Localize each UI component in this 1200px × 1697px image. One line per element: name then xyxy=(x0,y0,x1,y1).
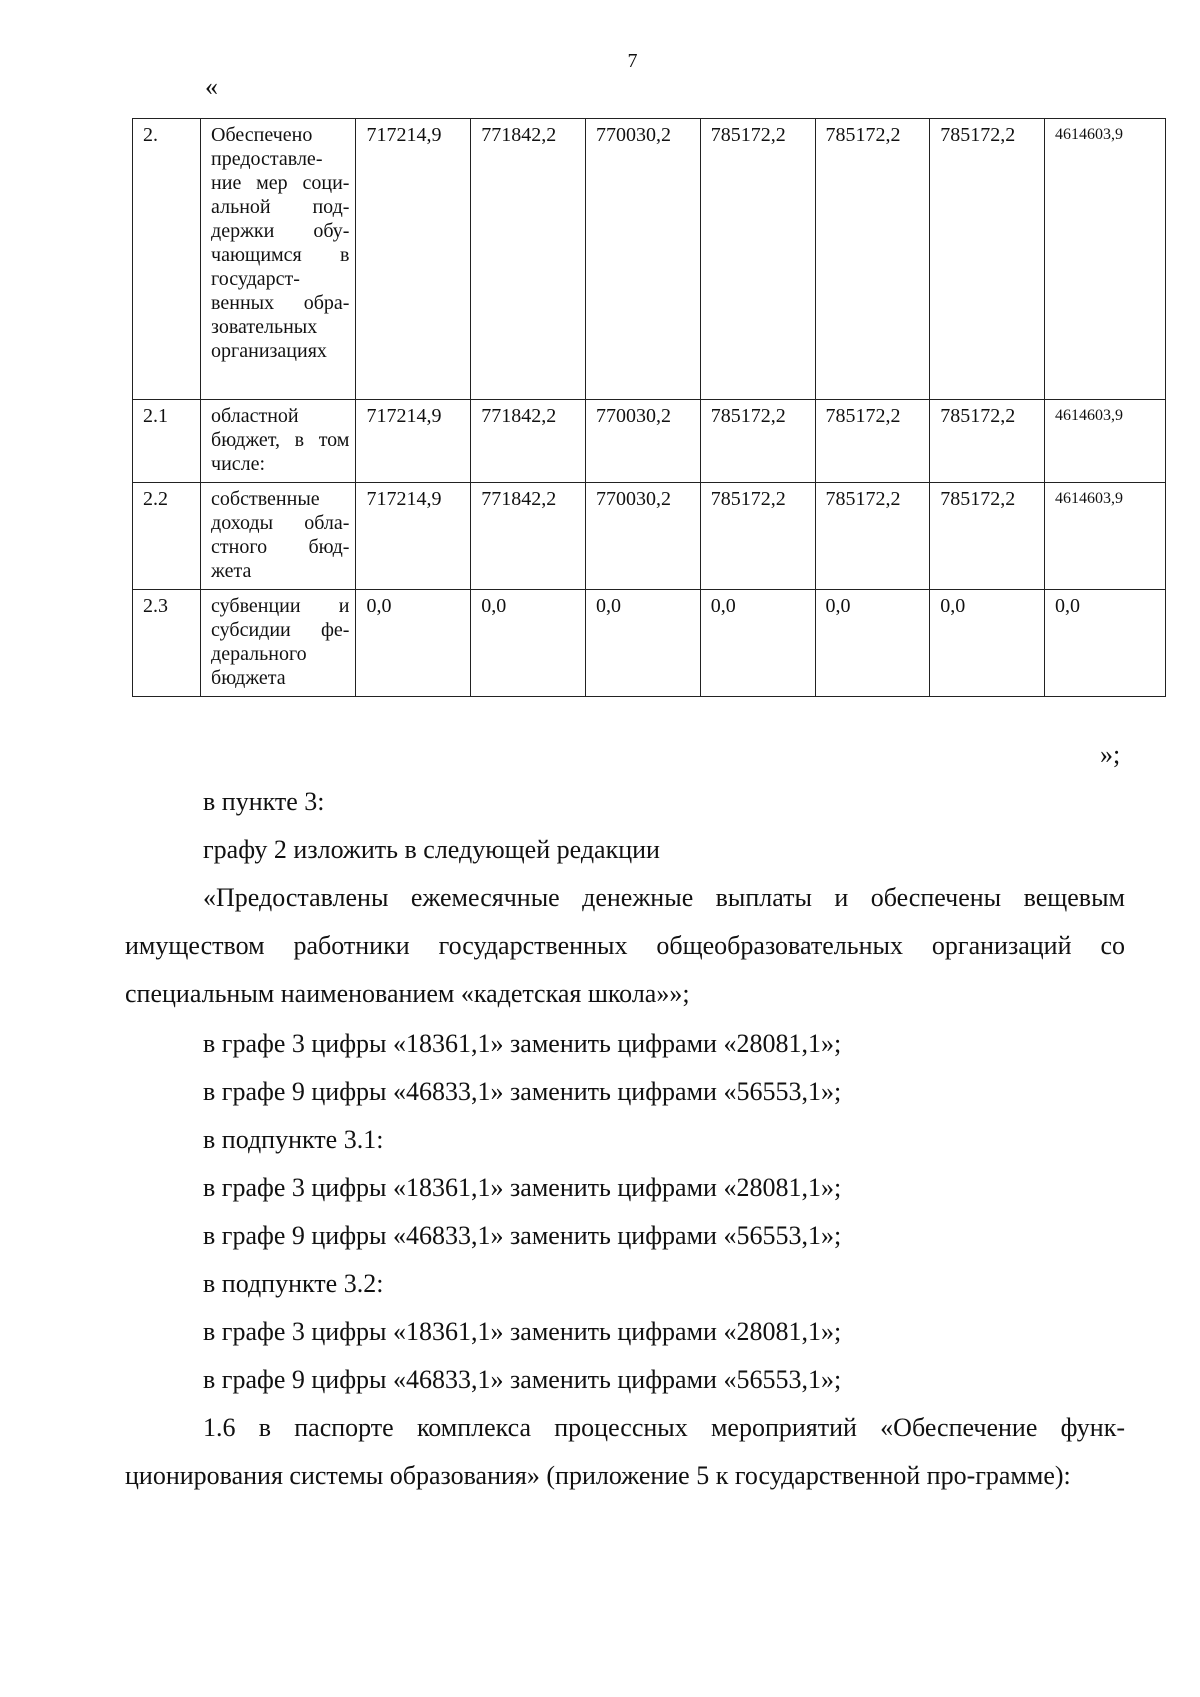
value-cell: 785172,2 xyxy=(815,483,930,590)
row-number: 2.1 xyxy=(133,400,201,483)
row-number: 2. xyxy=(133,119,201,400)
table-row xyxy=(133,483,1166,590)
value-cell: 785172,2 xyxy=(700,483,815,590)
value-cell: 770030,2 xyxy=(585,119,700,400)
value-cell: 785172,2 xyxy=(930,400,1045,483)
value-cell: 0,0 xyxy=(815,590,930,697)
value-cell: 785172,2 xyxy=(700,119,815,400)
close-quote: »; xyxy=(1100,740,1121,769)
row-name: областной бюджет, в том числе: xyxy=(201,400,356,483)
value-cell: 771842,2 xyxy=(471,483,586,590)
paragraph: в графе 9 цифры «46833,1» заменить цифрами «56553,1»; xyxy=(203,1221,842,1250)
value-cell: 771842,2 xyxy=(471,119,586,400)
paragraph: в подпункте 3.2: xyxy=(203,1269,384,1298)
row-name: собственные доходы обла-стного бюд-жета xyxy=(201,483,356,590)
paragraph: в графе 9 цифры «46833,1» заменить цифрами «56553,1»; xyxy=(203,1077,842,1106)
paragraph: в графе 3 цифры «18361,1» заменить цифрами «28081,1»; xyxy=(203,1317,842,1346)
paragraph: в графе 3 цифры «18361,1» заменить цифрами «28081,1»; xyxy=(203,1173,842,1202)
row-number: 2.2 xyxy=(133,483,201,590)
total-cell: 4614603,9 xyxy=(1045,400,1166,483)
table-row xyxy=(133,119,1166,400)
paragraph: в пункте 3: xyxy=(203,787,325,816)
total-cell: 4614603,9 xyxy=(1045,483,1166,590)
value-cell: 785172,2 xyxy=(930,119,1045,400)
row-name: Обеспечено предоставле-ние мер соци-альной под-держки обу-чающимся в государст-венных обра-зовательных организациях xyxy=(201,119,356,400)
paragraph: графу 2 изложить в следующей редакции xyxy=(203,835,660,864)
row-number: 2.3 xyxy=(133,590,201,697)
value-cell: 0,0 xyxy=(700,590,815,697)
value-cell: 770030,2 xyxy=(585,483,700,590)
value-cell: 0,0 xyxy=(356,590,471,697)
value-cell: 717214,9 xyxy=(356,483,471,590)
table-row xyxy=(133,590,1166,697)
table-row xyxy=(133,400,1166,483)
value-cell: 785172,2 xyxy=(930,483,1045,590)
paragraph: в подпункте 3.1: xyxy=(203,1125,384,1154)
value-cell: 717214,9 xyxy=(356,119,471,400)
value-cell: 0,0 xyxy=(585,590,700,697)
value-cell: 785172,2 xyxy=(700,400,815,483)
value-cell: 785172,2 xyxy=(815,119,930,400)
budget-table xyxy=(132,118,1166,697)
total-cell: 0,0 xyxy=(1045,590,1166,697)
paragraph: «Предоставлены ежемесячные денежные выплаты и обеспечены вещевым имуществом работники государственных общеобразовательных организаций со специальным наименованием «кадетская школа»»; xyxy=(125,883,1125,1008)
paragraph: в графе 9 цифры «46833,1» заменить цифрами «56553,1»; xyxy=(203,1365,842,1394)
paragraph: в графе 3 цифры «18361,1» заменить цифрами «28081,1»; xyxy=(203,1029,842,1058)
value-cell: 771842,2 xyxy=(471,400,586,483)
open-quote: « xyxy=(205,72,218,101)
value-cell: 770030,2 xyxy=(585,400,700,483)
value-cell: 0,0 xyxy=(471,590,586,697)
value-cell: 0,0 xyxy=(930,590,1045,697)
row-name: субвенции и субсидии фе-дерального бюджета xyxy=(201,590,356,697)
value-cell: 785172,2 xyxy=(815,400,930,483)
page-number: 7 xyxy=(627,50,638,72)
total-cell: 4614603,9 xyxy=(1045,119,1166,400)
paragraph: 1.6 в паспорте комплекса процессных мероприятий «Обеспечение функ-ционирования системы образования» (приложение 5 к государственной про-грамме): xyxy=(125,1413,1125,1490)
value-cell: 717214,9 xyxy=(356,400,471,483)
